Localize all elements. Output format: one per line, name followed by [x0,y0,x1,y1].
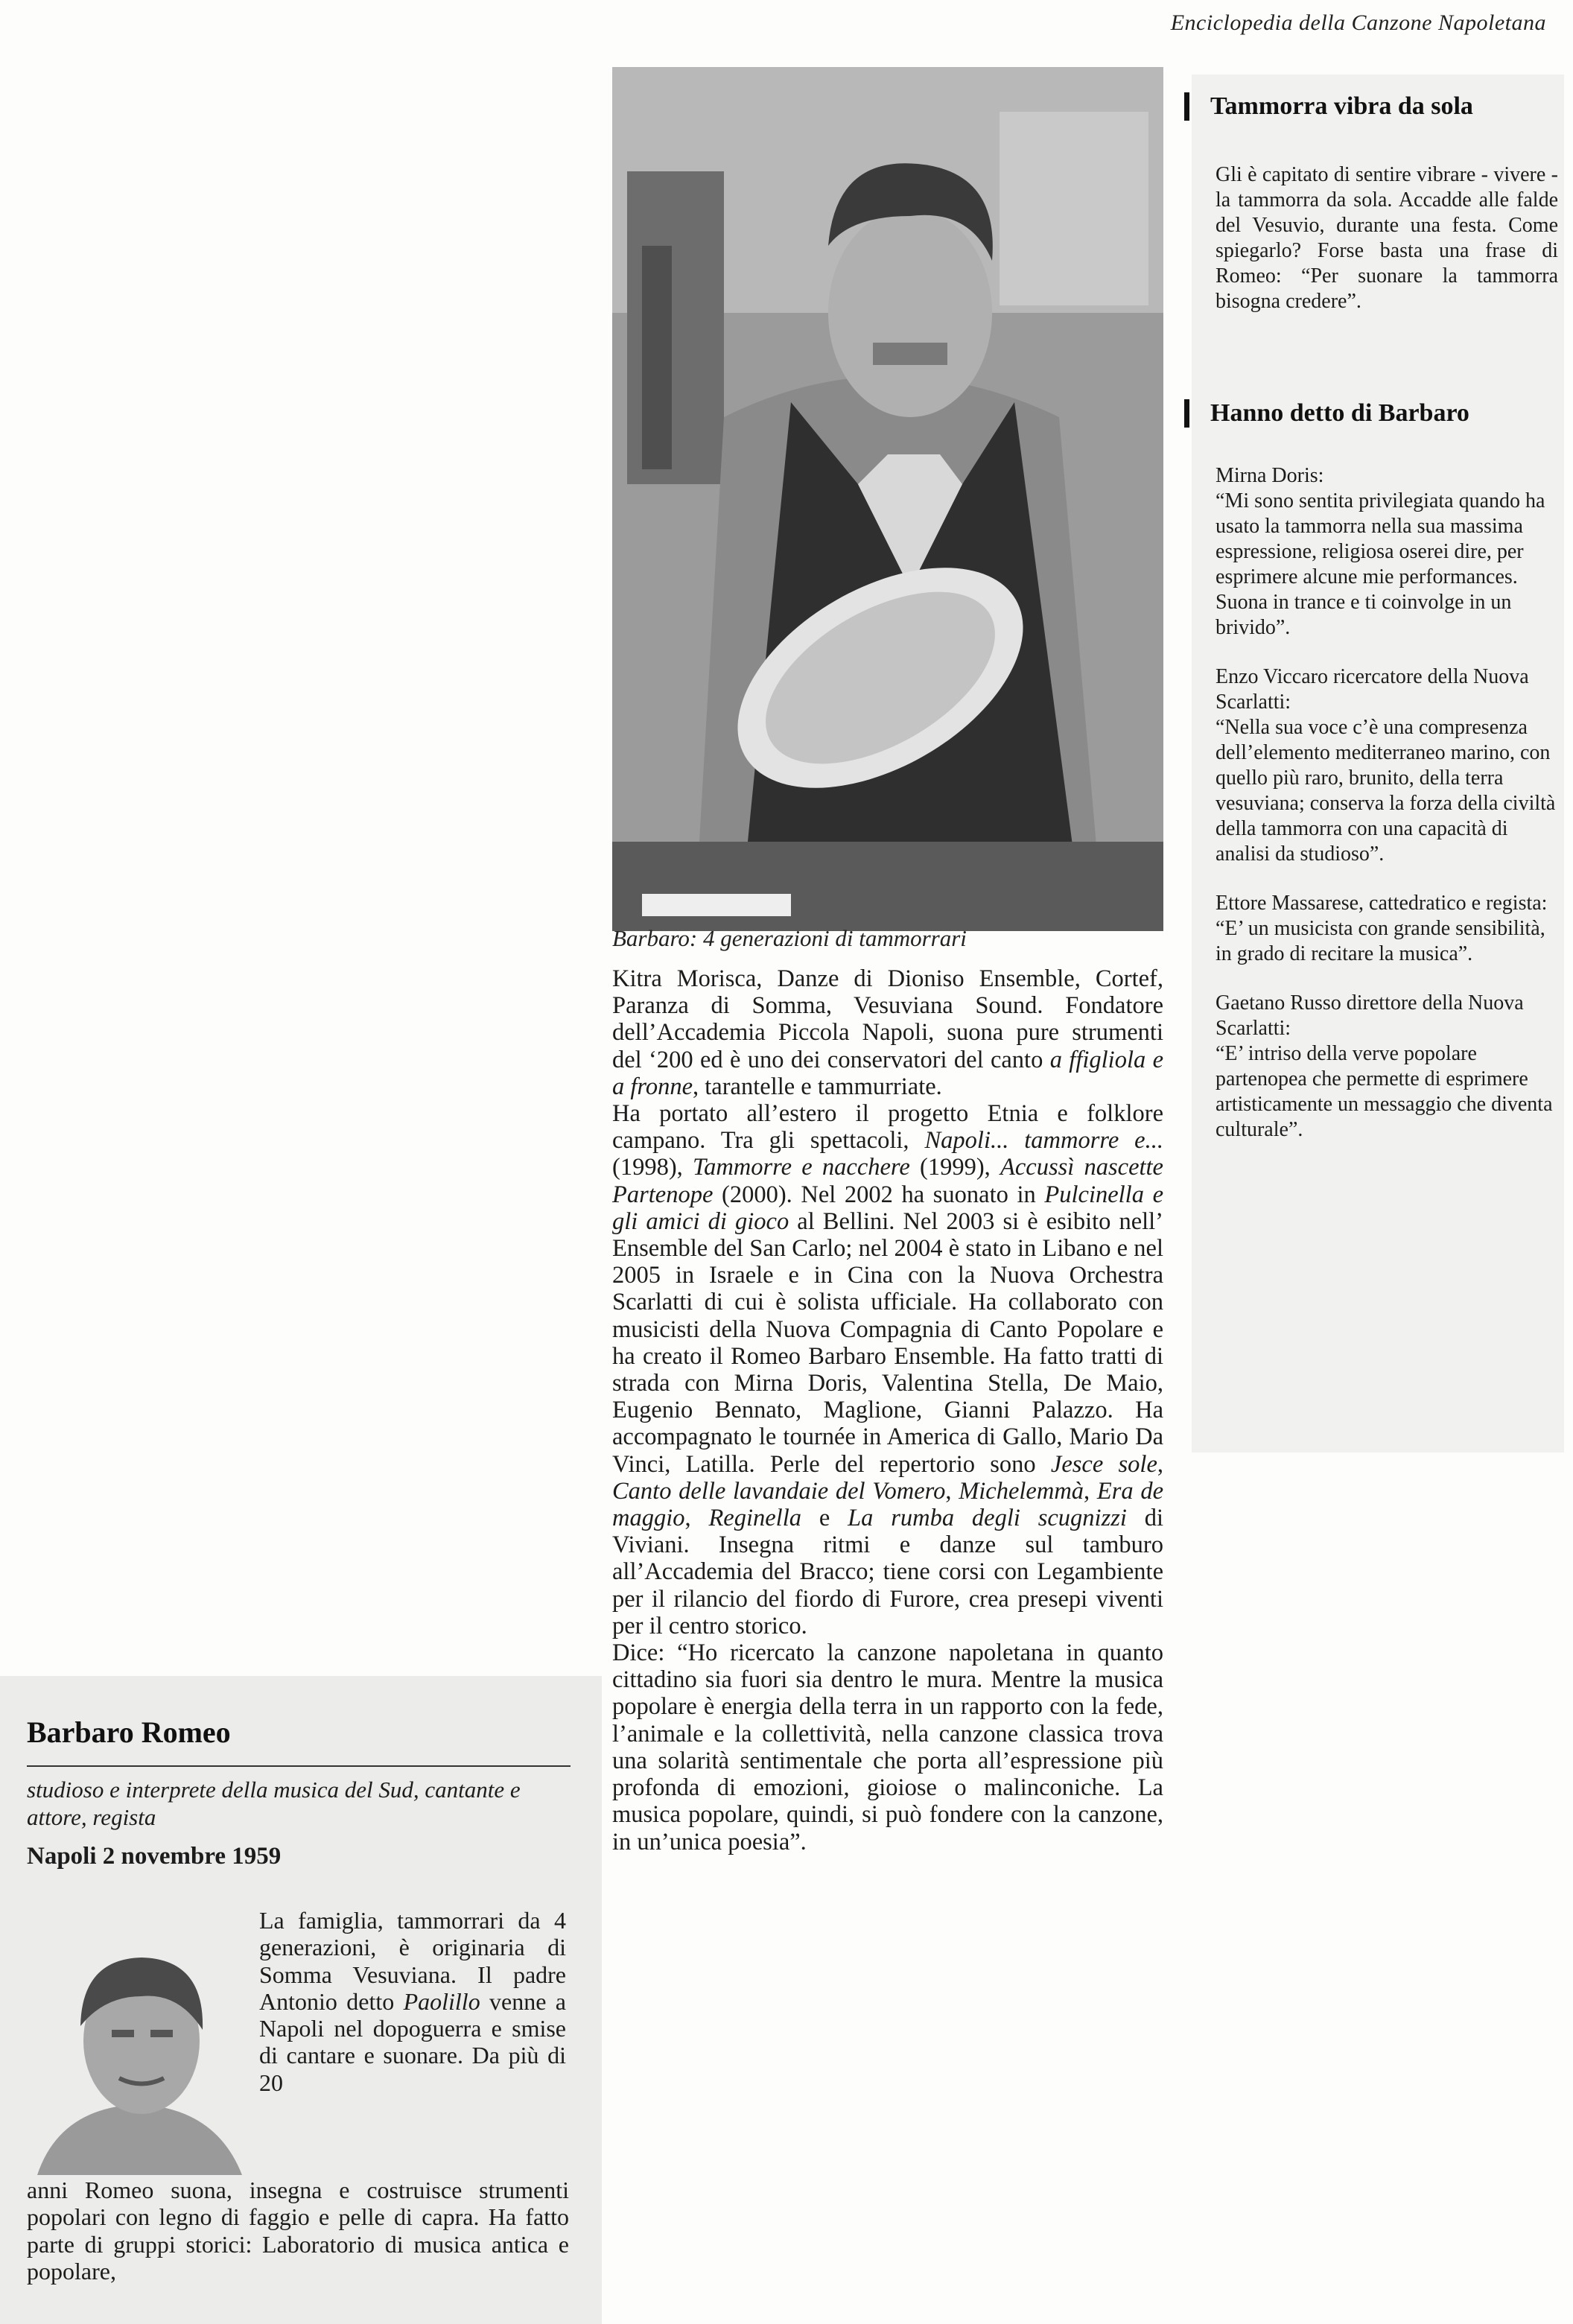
testimonials-list [1216,463,1558,1166]
song-title: Jesce sole [1050,1450,1157,1478]
song-title: Michelemmà [959,1477,1084,1505]
testimonial-speaker: Enzo Viccaro ricercatore della Nuova Scarlatti: [1216,665,1529,714]
sidebar-heading-tammorra: Tammorra vibra da sola [1184,92,1473,121]
bio-text: La famiglia, tammorrari da 4 generazioni, è originaria di Somma Vesuviana. Il padre Antonio detto [259,1907,566,2015]
profile-subtitle: studioso e interprete della musica del Sud, cantante e attore, regista [27,1777,521,1830]
body-text: Kitra Morisca, Danze di Dioniso Ensemble, Cortef, Paranza di Somma, Vesuviana Sound. Fondatore dell’Accademia Piccola Napoli, suona pure strumenti del ‘200 ed è uno dei conservatori del canto [612,965,1163,1073]
body-text: e [801,1505,848,1532]
running-head: Enciclopedia della Canzone Napoletana [1170,10,1546,35]
profile-name: Barbaro Romeo [27,1715,231,1749]
body-text: (1999), [909,1154,1000,1181]
portrait-photo [30,1929,246,2175]
sidebar-heading-testimonials: Hanno detto di Barbaro [1184,399,1469,428]
photo-caption: Barbaro: 4 generazioni di tammorrari [612,925,967,951]
bio-intro [259,1907,566,2096]
body-text: (1998), [612,1154,693,1181]
body-italic: a ffigliola e a fronne [612,1046,1164,1100]
song-title: La rumba degli scugnizzi [848,1505,1127,1532]
testimonial-quote: “E’ un musicista con grande sensibilità, in grado di recitare la musica”. [1216,917,1545,965]
testimonial [1216,991,1558,1143]
article-body [612,965,1163,1855]
show-title: Napoli... tammorre e... [924,1127,1163,1155]
show-title: Pulcinella e gli amici di gioco [612,1181,1163,1235]
song-title: Reginella [708,1505,801,1532]
body-text: (2000). Nel 2002 ha suonato in [713,1181,1045,1208]
testimonial [1216,463,1558,641]
sidebar-text-tammorra: Gli è capitato di sentire vibrare - vivere - la tammorra da sola. Accadde alle falde del Vesuvio, durante una festa. Come spiegarlo? Forse basta una frase di Romeo: “Per suonare la tammorra bisogna credere”. [1216,163,1558,313]
bio-nickname: Paolillo [403,1987,480,2015]
body-paragraph [612,1100,1163,1639]
tambourine-player-photo [612,67,1163,931]
testimonial-quote: “Mi sono sentita privilegiata quando ha usato la tammorra nella sua massima espressione, religiosa oserei dire, per esprimere alcune mie performances. Suona in trance e ti coinvolge in un brivido”. [1216,489,1545,639]
body-text: , [1157,1450,1163,1478]
show-title: Accussì nascette Partenope [612,1154,1163,1208]
bio-continuation: anni Romeo suona, insegna e costruisce strumenti popolari con legno di faggio e pelle di capra. Ha fatto parte di gruppi storici: Laboratorio di musica antica e popolare, [27,2177,569,2285]
song-title: Canto delle lavandaie del Vomero [612,1477,946,1505]
body-text: Ha portato all’estero il progetto Etnia e folklore campano. Tra gli spettacoli, [612,1100,1163,1155]
body-paragraph: Dice: “Ho ricercato la canzone napoletana in quanto cittadino sia fuori sia dentro le mura. Mentre la musica popolare è energia della terra in un rapporto con la fede, l’animale e la collettività, nella canzone classica trova una solarità sentimentale che porta all’espressione più profonda di emozioni, gioiose o malinconiche. La musica popolare, quindi, si può fondere con la canzone, in un’unica poesia”. [612,1639,1163,1855]
testimonial [1216,664,1558,867]
heading-divider [27,1765,571,1767]
testimonial-quote: “E’ intriso della verve popolare partenopea che permette di esprimere artisticamente un messaggio che diventa culturale”. [1216,1042,1553,1141]
body-text: , [684,1505,709,1532]
testimonial-speaker: Ettore Massarese, cattedratico e regista: [1216,892,1548,915]
body-text: , [945,1477,959,1505]
testimonial-quote: “Nella sua voce c’è una compresenza dell’elemento mediterraneo marino, con quello più raro, brunito, della terra vesuviana; conserva la forza della civiltà della tammorra con una capacità di analisi da studioso”. [1216,716,1556,866]
body-text: , tarantelle e tammurriate. [693,1073,942,1100]
show-title: Tammorre e nacchere [693,1154,910,1181]
body-text: al Bellini. Nel 2003 si è esibito nell’ Ensemble del San Carlo; nel 2004 è stato in Libano e nel 2005 in Israele e in Cina con la Nuova Orchestra Scarlatti di cui è solista ufficiale. Ha collaborato con musicisti della Nuova Compagnia di Canto Popolare e ha creato il Romeo Barbaro Ensemble. Ha fatto tratti di strada con Mirna Doris, Valentina Stella, De Maio, Eugenio Bennato, Maglione, Gianni Palazzo. Ha accompagnato le tournée in America di Gallo, Mario Da Vinci, Latilla. Perle del repertorio sono [612,1207,1164,1478]
testimonial-speaker: Gaetano Russo direttore della Nuova Scarlatti: [1216,991,1524,1040]
song-title: Era de maggio [612,1477,1163,1532]
body-text: , [1084,1477,1097,1505]
testimonial [1216,891,1558,967]
bio-text: venne a Napoli nel dopoguerra e smise di cantare e suonare. Da più di 20 [259,1987,566,2096]
profile-birth: Napoli 2 novembre 1959 [27,1843,282,1870]
body-paragraph [612,965,1163,1100]
testimonial-speaker: Mirna Doris: [1216,464,1324,487]
body-text: di Viviani. Insegna ritmi e danze sul tamburo all’Accademia del Bracco; tiene corsi con Legambiente per il rilancio del fiordo di Furore, crea presepi viventi per il centro storico. [612,1505,1164,1639]
